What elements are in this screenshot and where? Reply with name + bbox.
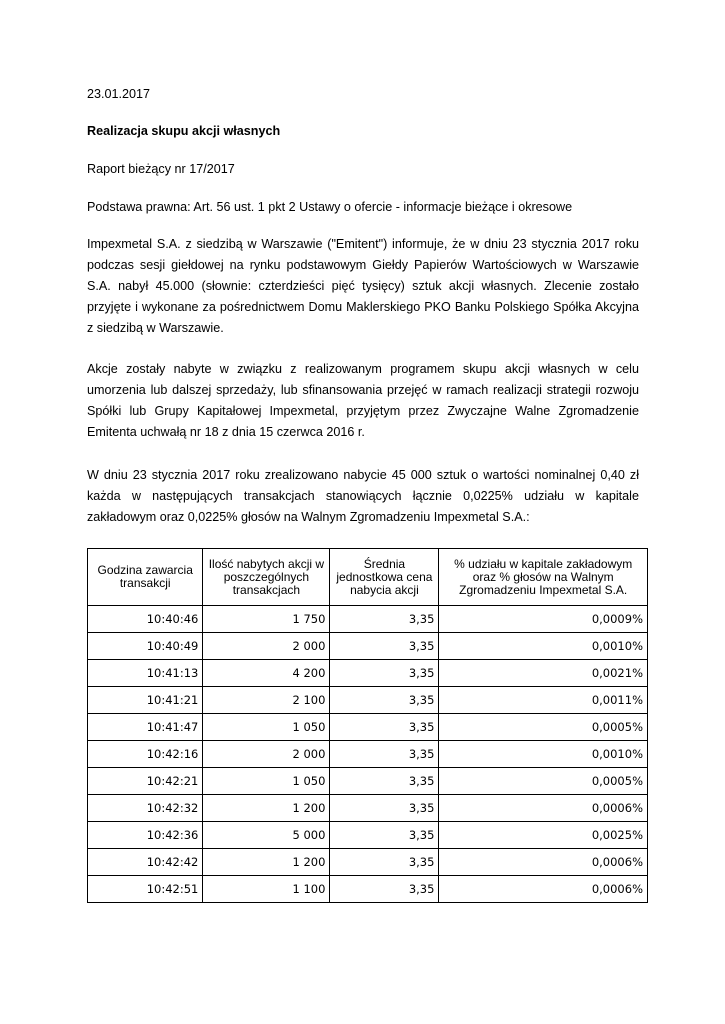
transactions-table — [87, 548, 648, 903]
table-row — [88, 822, 648, 849]
cell-price: 3,35 — [330, 741, 439, 768]
cell-quantity: 2 100 — [203, 687, 330, 714]
paragraph-text: W dniu 23 stycznia 2017 roku zrealizowano nabycie 45 000 sztuk o wartości nominalnej 0,40 zł każda w następujących transakcjach stanowiących łącznie 0,0225% udziału w kapitale zakładowym oraz 0,0225% głosów na Walnym Zgromadzeniu Impexmetal S.A.: — [87, 468, 639, 524]
cell-quantity: 4 200 — [203, 660, 330, 687]
cell-time: 10:42:36 — [88, 822, 203, 849]
cell-price: 3,35 — [330, 606, 439, 633]
cell-percent: 0,0006% — [439, 876, 648, 903]
cell-quantity: 5 000 — [203, 822, 330, 849]
cell-time: 10:42:42 — [88, 849, 203, 876]
header-quantity: Ilość nabytych akcji w poszczególnych transakcjach — [203, 549, 330, 606]
header-avg-price: Średnia jednostkowa cena nabycia akcji — [330, 549, 439, 606]
cell-percent: 0,0025% — [439, 822, 648, 849]
table-row — [88, 606, 648, 633]
cell-quantity: 1 750 — [203, 606, 330, 633]
cell-time: 10:41:21 — [88, 687, 203, 714]
cell-quantity: 1 200 — [203, 795, 330, 822]
table-row — [88, 633, 648, 660]
cell-time: 10:42:32 — [88, 795, 203, 822]
cell-percent: 0,0011% — [439, 687, 648, 714]
cell-percent: 0,0006% — [439, 849, 648, 876]
cell-quantity: 2 000 — [203, 633, 330, 660]
cell-percent: 0,0005% — [439, 714, 648, 741]
paragraph-text: Akcje zostały nabyte w związku z realizowanym programem skupu akcji własnych w celu umorzenia lub dalszej sprzedaży, lub sfinansowania przejęć w ramach realizacji strategii rozwoju Spółki lub Grupy Kapitałowej Impexmetal, przyjętym przez Zwyczajne Walne Zgromadzenie Emitenta uchwałą nr 18 z dnia 15 czerwca 2016 r. — [87, 362, 639, 439]
cell-percent: 0,0010% — [439, 741, 648, 768]
cell-quantity: 2 000 — [203, 741, 330, 768]
cell-price: 3,35 — [330, 633, 439, 660]
cell-percent: 0,0005% — [439, 768, 648, 795]
cell-time: 10:41:47 — [88, 714, 203, 741]
paragraph-purchase-info — [87, 234, 639, 339]
report-number: Raport bieżący nr 17/2017 — [87, 162, 235, 176]
cell-price: 3,35 — [330, 768, 439, 795]
cell-price: 3,35 — [330, 822, 439, 849]
header-share-percent: % udziału w kapitale zakładowym oraz % głosów na Walnym Zgromadzeniu Impexmetal S.A. — [439, 549, 648, 606]
table-row — [88, 660, 648, 687]
cell-quantity: 1 200 — [203, 849, 330, 876]
cell-percent: 0,0021% — [439, 660, 648, 687]
table-row — [88, 687, 648, 714]
report-title: Realizacja skupu akcji własnych — [87, 124, 281, 138]
paragraph-purpose — [87, 359, 639, 443]
cell-price: 3,35 — [330, 687, 439, 714]
table-row — [88, 795, 648, 822]
cell-time: 10:41:13 — [88, 660, 203, 687]
cell-percent: 0,0006% — [439, 795, 648, 822]
cell-time: 10:42:16 — [88, 741, 203, 768]
cell-price: 3,35 — [330, 660, 439, 687]
cell-price: 3,35 — [330, 849, 439, 876]
cell-time: 10:42:51 — [88, 876, 203, 903]
table-row — [88, 849, 648, 876]
table-row — [88, 714, 648, 741]
cell-time: 10:40:46 — [88, 606, 203, 633]
cell-price: 3,35 — [330, 876, 439, 903]
cell-time: 10:40:49 — [88, 633, 203, 660]
table-row — [88, 741, 648, 768]
cell-percent: 0,0009% — [439, 606, 648, 633]
cell-percent: 0,0010% — [439, 633, 648, 660]
cell-quantity: 1 050 — [203, 714, 330, 741]
legal-basis: Podstawa prawna: Art. 56 ust. 1 pkt 2 Ustawy o ofercie - informacje bieżące i okresowe — [87, 200, 573, 214]
report-date: 23.01.2017 — [87, 87, 151, 101]
cell-price: 3,35 — [330, 714, 439, 741]
table-header-row — [88, 549, 648, 606]
cell-quantity: 1 050 — [203, 768, 330, 795]
cell-quantity: 1 100 — [203, 876, 330, 903]
cell-time: 10:42:21 — [88, 768, 203, 795]
table-row — [88, 876, 648, 903]
table-row — [88, 768, 648, 795]
header-time: Godzina zawarcia transakcji — [88, 549, 203, 606]
cell-price: 3,35 — [330, 795, 439, 822]
paragraph-summary — [87, 465, 639, 528]
paragraph-text: Impexmetal S.A. z siedzibą w Warszawie ("Emitent") informuje, że w dniu 23 stycznia 2017 roku podczas sesji giełdowej na rynku podstawowym Giełdy Papierów Wartościowych w Warszawie S.A. nabył 45.000 (słownie: czterdzieści pięć tysięcy) sztuk akcji własnych. Zlecenie zostało przyjęte i wykonane za pośrednictwem Domu Maklerskiego PKO Banku Polskiego Spółka Akcyjna z siedzibą w Warszawie. — [87, 237, 639, 335]
